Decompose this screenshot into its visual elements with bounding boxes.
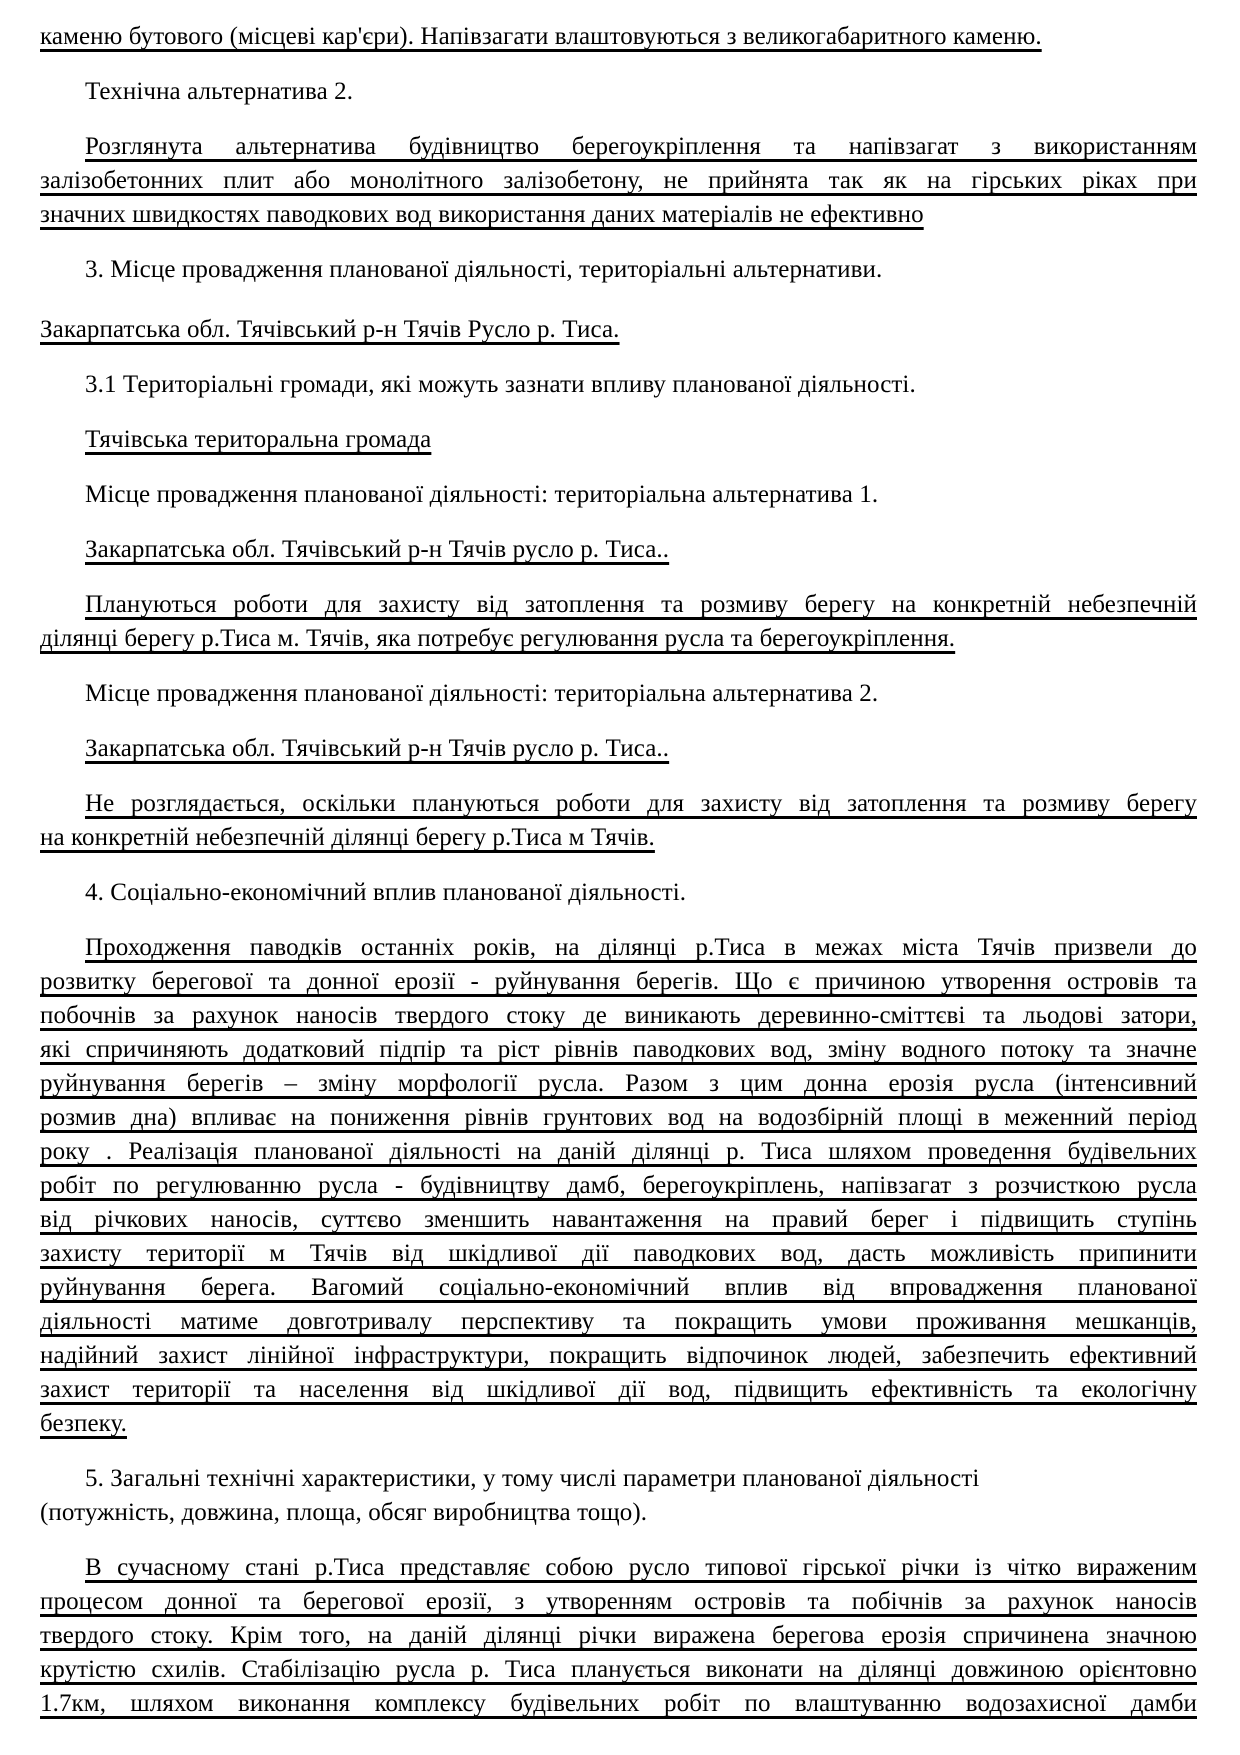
text-line: каменю бутового (місцеві кар'єри). Напівзагати влаштовуються з великогабаритного каменю. — [40, 23, 1042, 50]
text-line: крутістю схилів. Стабілізацію русла р. Тиса планується виконати на ділянці довжиною орієнтовно — [40, 1656, 1197, 1683]
text-line: 3. Місце провадження планованої діяльності, територіальні альтернативи. — [85, 256, 883, 283]
text-line: Місце провадження планованої діяльності: територіальна альтернатива 2. — [85, 680, 879, 707]
p-location-heading — [40, 313, 1197, 347]
text-line: Закарпатська обл. Тячівський р-н Тячів Русло р. Тиса. — [40, 316, 620, 343]
p-territorial-alternative-1-heading — [40, 478, 1197, 512]
p-technical-alternative-2-text — [40, 130, 1197, 232]
text-line: на конкретній небезпечній ділянці берегу р.Тиса м Тячів. — [40, 824, 655, 851]
text-line: діяльності матиме довготривалу перспективу та покращить умови проживання мешканців, — [40, 1308, 1197, 1335]
p-section-5-heading — [40, 1462, 1197, 1530]
text-line: (потужність, довжина, площа, обсяг виробництва тощо). — [40, 1499, 648, 1526]
p-continuation-stone — [40, 20, 1197, 54]
text-line: Місце провадження планованої діяльності: територіальна альтернатива 1. — [85, 481, 879, 508]
p-territorial-alternative-2-heading — [40, 677, 1197, 711]
text-line: 1.7км, шляхом виконання комплексу будівельних робіт по влаштуванню водозахисної дамби — [40, 1690, 1197, 1717]
p-section-4-heading — [40, 876, 1197, 910]
p-section-3-heading — [40, 253, 1197, 287]
text-line: захисту території м Тячів від шкідливої дії паводкових вод, дасть можливість припинити — [40, 1240, 1197, 1267]
p-socioeconomic-impact — [40, 931, 1197, 1441]
text-line: ділянці берегу р.Тиса м. Тячів, яка потребує регулювання русла та берегоукріплення. — [40, 625, 956, 652]
text-line: від річкових наносів, суттєво зменшить навантаження на правий берег і підвищить ступінь — [40, 1206, 1197, 1233]
text-line: Тячівська територальна громада — [85, 426, 432, 453]
text-line: року . Реалізація планованої діяльності на даній ділянці р. Тиса шляхом проведення будівельних — [40, 1138, 1197, 1165]
text-line: захист території та населення від шкідливої дії вод, підвищить ефективність та екологічну — [40, 1376, 1197, 1403]
text-line: безпеку. — [40, 1410, 127, 1437]
text-line: надійний захист лінійної інфраструктури, покращить відпочинок людей, забезпечить ефективний — [40, 1342, 1197, 1369]
p-location-alternative-1 — [40, 533, 1197, 567]
text-line: Технічна альтернатива 2. — [85, 78, 354, 105]
text-line: Розглянута альтернатива будівництво берегоукріплення та напівзагат з використанням — [85, 133, 1197, 160]
p-technical-characteristics — [40, 1551, 1197, 1721]
text-line: які спричиняють додатковий підпір та ріст рівнів паводкових вод, зміну водного потоку та значне — [40, 1036, 1197, 1063]
text-line: Закарпатська обл. Тячівський р-н Тячів русло р. Тиса.. — [85, 536, 670, 563]
p-alternative-2-description — [40, 787, 1197, 855]
text-line: побочнів за рахунок наносів твердого стоку де виникають деревинно-сміттєві та льодові затори, — [40, 1002, 1197, 1029]
text-line: Не розглядається, оскільки плануються роботи для захисту від затоплення та розмиву берегу — [85, 790, 1197, 817]
text-line: розвитку берегової та донної ерозії - руйнування берегів. Що є причиною утворення островів та — [40, 968, 1197, 995]
text-line: залізобетонних плит або монолітного залізобетону, не прийнята так як на гірських ріках при — [40, 167, 1197, 194]
text-line: Плануються роботи для захисту від затоплення та розмиву берегу на конкретній небезпечній — [85, 591, 1197, 618]
text-line: робіт по регулюванню русла - будівництву дамб, берегоукріплень, напівзагат з розчисткою русла — [40, 1172, 1197, 1199]
text-line: руйнування берегів – зміну морфології русла. Разом з цим донна ерозія русла (інтенсивний — [40, 1070, 1197, 1097]
p-technical-alternative-2-heading — [40, 75, 1197, 109]
p-hromada — [40, 423, 1197, 457]
text-line: 4. Соціально-економічний вплив планованої діяльності. — [85, 879, 687, 906]
text-line: значних швидкостях паводкових вод використання даних матеріалів не ефективно — [40, 201, 924, 228]
text-line: Проходження паводків останніх років, на ділянці р.Тиса в межах міста Тячів призвели до — [85, 934, 1197, 961]
text-line: 3.1 Територіальні громади, які можуть зазнати впливу планованої діяльності. — [85, 371, 916, 398]
text-line: твердого стоку. Крім того, на даній ділянці річки виражена берегова ерозія спричинена значною — [40, 1622, 1197, 1649]
p-location-alternative-2 — [40, 732, 1197, 766]
text-line: руйнування берега. Вагомий соціально-економічний вплив від впровадження планованої — [40, 1274, 1197, 1301]
text-line: Закарпатська обл. Тячівський р-н Тячів русло р. Тиса.. — [85, 735, 670, 762]
text-line: 5. Загальні технічні характеристики, у тому числі параметри планованої діяльності — [85, 1465, 980, 1492]
text-line: В сучасному стані р.Тиса представляє собою русло типової гірської річки із чітко вираженим — [85, 1554, 1197, 1581]
text-line: процесом донної та берегової ерозії, з утворенням островів та побічнів за рахунок наносів — [40, 1588, 1197, 1615]
p-section-3-1-heading — [40, 368, 1197, 402]
p-alternative-1-description — [40, 588, 1197, 656]
text-line: розмив дна) впливає на пониження рівнів грунтових вод на водозбірній площі в меженний період — [40, 1104, 1197, 1131]
